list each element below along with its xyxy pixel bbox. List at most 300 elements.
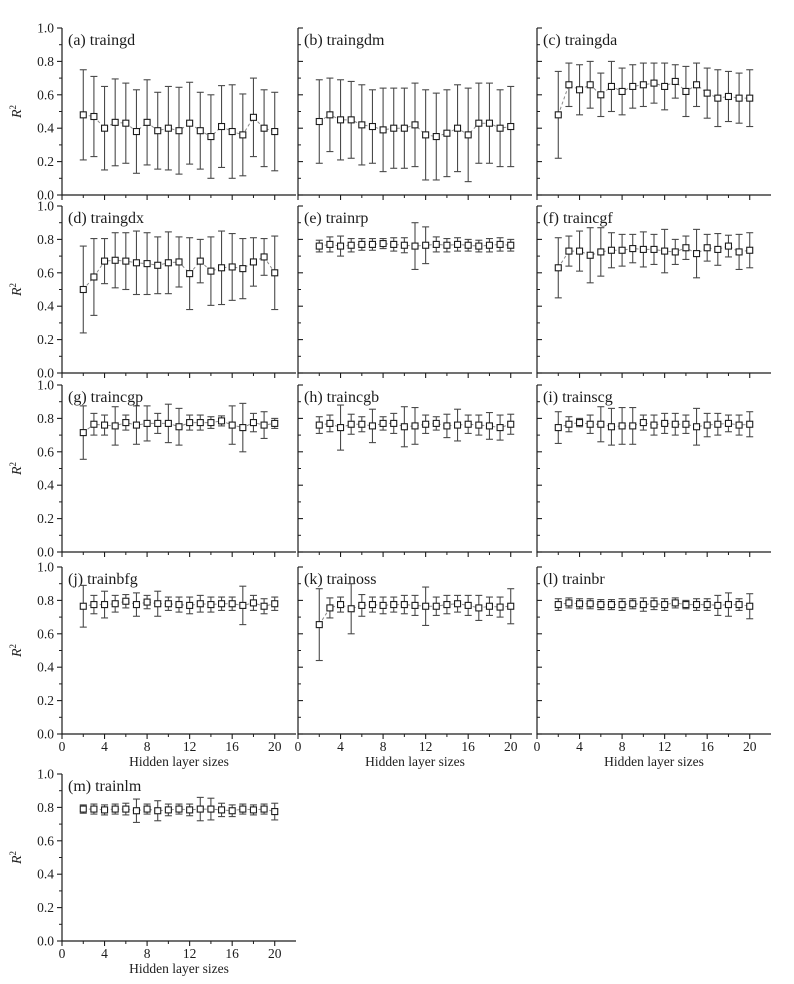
data-point-marker xyxy=(133,602,139,608)
panel-label: (b) traingdm xyxy=(304,32,385,49)
data-point-marker xyxy=(672,600,678,606)
data-point-marker xyxy=(316,243,322,249)
axes-spines xyxy=(298,567,532,734)
y-axis-ticks xyxy=(57,206,62,373)
data-point-marker xyxy=(123,420,129,426)
data-point-marker xyxy=(497,125,503,131)
y-tick-label: 0.8 xyxy=(37,53,54,69)
data-point-marker xyxy=(587,601,593,607)
data-point-marker xyxy=(369,423,375,429)
data-point-marker xyxy=(102,422,108,428)
data-point-marker xyxy=(598,421,604,427)
y-tick-label: 0.4 xyxy=(37,659,54,675)
data-point-marker xyxy=(261,806,267,812)
data-point-marker xyxy=(630,423,636,429)
data-point-marker xyxy=(133,808,139,814)
data-point-marker xyxy=(630,83,636,89)
data-point-marker xyxy=(587,252,593,258)
data-point-marker xyxy=(662,83,668,89)
data-point-marker xyxy=(497,241,503,247)
data-point-marker xyxy=(229,264,235,270)
y-axis-title: $R^2$ xyxy=(8,461,25,476)
data-point-marker xyxy=(133,260,139,266)
y-tick-label: 0.8 xyxy=(37,799,54,815)
y-tick-label: 1.0 xyxy=(37,20,54,36)
data-point-marker xyxy=(694,424,700,430)
subplot-i-trainscg xyxy=(537,385,771,557)
data-point-marker xyxy=(229,422,235,428)
subplot-c-traingda xyxy=(537,28,771,200)
data-point-marker xyxy=(619,423,625,429)
y-tick-label: 0.6 xyxy=(37,444,54,460)
data-point-marker xyxy=(455,125,461,131)
y-tick-label: 0.6 xyxy=(37,265,54,281)
data-point-marker xyxy=(229,808,235,814)
x-tick-label: 8 xyxy=(379,739,387,754)
data-point-marker xyxy=(144,806,150,812)
data-point-marker xyxy=(327,605,333,611)
data-point-marker xyxy=(91,421,97,427)
data-point-marker xyxy=(630,246,636,252)
subplot-l-trainbr xyxy=(534,567,771,769)
x-tick-label: 12 xyxy=(182,946,197,961)
data-point-marker xyxy=(91,602,97,608)
subplot-k-trainoss xyxy=(295,567,532,769)
data-point-marker xyxy=(219,601,225,607)
panel-label: (c) traingda xyxy=(543,32,618,49)
y-axis-ticks xyxy=(57,28,62,195)
axes-spines xyxy=(537,206,771,373)
data-point-marker xyxy=(486,423,492,429)
y-tick-label: 0.8 xyxy=(37,231,54,247)
data-point-marker xyxy=(155,601,161,607)
data-point-marker xyxy=(187,807,193,813)
data-point-marker xyxy=(197,128,203,134)
axes-spines xyxy=(537,567,771,734)
data-point-marker xyxy=(208,806,214,812)
data-point-marker xyxy=(250,259,256,265)
x-tick-label: 16 xyxy=(700,739,714,754)
data-point-marker xyxy=(651,422,657,428)
panel-label: (e) trainrp xyxy=(304,210,369,227)
data-point-marker xyxy=(433,241,439,247)
data-point-marker xyxy=(444,423,450,429)
axes-spines xyxy=(537,28,771,195)
data-point-marker xyxy=(176,259,182,265)
x-tick-label: 8 xyxy=(143,739,151,754)
data-point-marker xyxy=(608,424,614,430)
x-axis-ticks xyxy=(537,552,750,557)
panel-label: (l) trainbr xyxy=(543,571,605,588)
x-tick-label: 16 xyxy=(225,946,239,961)
data-point-marker xyxy=(80,806,86,812)
x-tick-label: 4 xyxy=(576,739,583,754)
data-point-marker xyxy=(455,241,461,247)
data-point-marker xyxy=(747,247,753,253)
y-tick-label: 1.0 xyxy=(37,766,54,782)
data-point-marker xyxy=(555,602,561,608)
data-point-marker xyxy=(486,120,492,126)
data-point-marker xyxy=(736,422,742,428)
data-point-marker xyxy=(736,95,742,101)
data-point-marker xyxy=(640,246,646,252)
data-point-marker xyxy=(176,602,182,608)
y-tick-label: 0.6 xyxy=(37,87,54,103)
data-point-marker xyxy=(112,119,118,125)
error-bars xyxy=(555,228,753,298)
data-point-marker xyxy=(391,241,397,247)
data-point-marker xyxy=(433,134,439,140)
x-tick-label: 0 xyxy=(533,739,541,754)
data-point-marker xyxy=(80,430,86,436)
x-axis-ticks xyxy=(298,552,511,557)
y-axis-ticks xyxy=(298,567,303,734)
data-point-marker xyxy=(123,120,129,126)
data-point-marker xyxy=(272,420,278,426)
data-point-marker xyxy=(176,128,182,134)
data-point-marker xyxy=(250,114,256,120)
data-point-marker xyxy=(338,117,344,123)
data-point-marker xyxy=(508,124,514,130)
data-point-marker xyxy=(476,120,482,126)
data-point-marker xyxy=(630,601,636,607)
data-point-marker xyxy=(608,247,614,253)
panel-label: (h) traincgb xyxy=(304,389,380,406)
y-tick-label: 0.6 xyxy=(37,626,54,642)
data-point-marker xyxy=(508,421,514,427)
data-point-marker xyxy=(640,602,646,608)
data-point-marker xyxy=(508,242,514,248)
data-point-marker xyxy=(165,420,171,426)
data-point-marker xyxy=(423,242,429,248)
data-point-marker xyxy=(348,606,354,612)
data-point-marker xyxy=(165,601,171,607)
data-point-marker xyxy=(476,243,482,249)
data-point-marker xyxy=(316,119,322,125)
data-point-marker xyxy=(619,88,625,94)
data-point-marker xyxy=(444,130,450,136)
data-point-marker xyxy=(155,262,161,268)
data-point-marker xyxy=(144,261,150,267)
data-point-marker xyxy=(316,422,322,428)
x-axis-ticks xyxy=(537,373,750,378)
data-point-marker xyxy=(476,422,482,428)
subplot-f-traincgf xyxy=(537,206,771,378)
data-point-marker xyxy=(401,242,407,248)
y-axis-title: $R^2$ xyxy=(8,643,25,658)
subplot-d-traingdx xyxy=(8,199,296,381)
data-point-marker xyxy=(187,420,193,426)
data-point-marker xyxy=(662,602,668,608)
data-point-marker xyxy=(91,806,97,812)
data-point-marker xyxy=(123,598,129,604)
y-axis-ticks xyxy=(57,774,62,941)
data-point-marker xyxy=(197,806,203,812)
data-point-marker xyxy=(672,78,678,84)
y-axis-ticks xyxy=(57,385,62,552)
subplot-e-trainrp xyxy=(298,206,532,378)
data-point-marker xyxy=(715,602,721,608)
data-point-marker xyxy=(598,602,604,608)
data-point-marker xyxy=(155,128,161,134)
data-point-marker xyxy=(476,605,482,611)
y-tick-label: 0.0 xyxy=(37,544,54,560)
data-point-marker xyxy=(433,420,439,426)
data-point-marker xyxy=(369,124,375,130)
data-point-marker xyxy=(747,603,753,609)
y-axis-title: $R^2$ xyxy=(8,850,25,865)
data-point-marker xyxy=(380,602,386,608)
data-point-marker xyxy=(144,119,150,125)
data-point-marker xyxy=(80,603,86,609)
x-tick-label: 0 xyxy=(58,739,66,754)
data-point-marker xyxy=(683,421,689,427)
data-point-marker xyxy=(497,604,503,610)
data-point-marker xyxy=(577,248,583,254)
data-point-marker xyxy=(608,602,614,608)
data-point-marker xyxy=(112,806,118,812)
data-point-marker xyxy=(208,602,214,608)
panel-label: (j) trainbfg xyxy=(68,571,138,588)
axes-spines xyxy=(537,385,771,552)
y-tick-label: 0.8 xyxy=(37,410,54,426)
data-point-marker xyxy=(725,243,731,249)
data-point-marker xyxy=(229,129,235,135)
data-point-marker xyxy=(155,420,161,426)
data-point-marker xyxy=(102,602,108,608)
y-axis-ticks xyxy=(537,385,542,552)
data-point-marker xyxy=(380,241,386,247)
y-axis-ticks xyxy=(298,385,303,552)
data-point-marker xyxy=(651,601,657,607)
data-point-marker xyxy=(715,421,721,427)
y-axis-ticks xyxy=(537,28,542,195)
data-point-marker xyxy=(455,422,461,428)
y-tick-label: 1.0 xyxy=(37,559,54,575)
data-point-marker xyxy=(229,601,235,607)
data-point-marker xyxy=(102,125,108,131)
data-point-marker xyxy=(704,422,710,428)
data-point-marker xyxy=(112,601,118,607)
data-point-marker xyxy=(747,421,753,427)
data-point-marker xyxy=(219,265,225,271)
x-axis-title: Hidden layer sizes xyxy=(129,961,229,976)
data-point-marker xyxy=(736,602,742,608)
data-point-marker xyxy=(401,424,407,430)
data-point-marker xyxy=(348,242,354,248)
data-point-marker xyxy=(486,603,492,609)
data-point-marker xyxy=(261,603,267,609)
data-point-marker xyxy=(197,420,203,426)
data-point-marker xyxy=(715,95,721,101)
data-point-marker xyxy=(112,257,118,263)
y-tick-label: 0.0 xyxy=(37,726,54,742)
y-tick-label: 1.0 xyxy=(37,198,54,214)
x-axis-ticks xyxy=(537,195,750,200)
data-point-marker xyxy=(455,601,461,607)
data-point-marker xyxy=(380,127,386,133)
data-point-marker xyxy=(391,420,397,426)
data-point-marker xyxy=(369,602,375,608)
data-point-marker xyxy=(359,602,365,608)
data-point-marker xyxy=(619,602,625,608)
y-axis-ticks xyxy=(537,567,542,734)
data-point-marker xyxy=(250,420,256,426)
panel-label: (a) traingd xyxy=(68,32,136,49)
data-point-marker xyxy=(566,248,572,254)
data-point-marker xyxy=(587,82,593,88)
data-point-marker xyxy=(133,129,139,135)
data-point-marker xyxy=(369,241,375,247)
data-point-marker xyxy=(240,266,246,272)
x-tick-label: 4 xyxy=(101,739,108,754)
data-point-marker xyxy=(187,602,193,608)
data-point-marker xyxy=(155,808,161,814)
data-point-marker xyxy=(187,120,193,126)
data-point-marker xyxy=(208,268,214,274)
x-axis-ticks xyxy=(298,195,511,200)
data-point-marker xyxy=(704,245,710,251)
data-point-marker xyxy=(338,243,344,249)
data-point-marker xyxy=(412,423,418,429)
x-tick-label: 20 xyxy=(267,946,282,961)
data-point-marker xyxy=(715,246,721,252)
data-point-marker xyxy=(725,93,731,99)
data-point-marker xyxy=(144,599,150,605)
data-point-marker xyxy=(208,134,214,140)
data-point-marker xyxy=(187,271,193,277)
subplot-h-traincgb xyxy=(298,385,532,557)
data-point-marker xyxy=(112,423,118,429)
data-point-marker xyxy=(272,809,278,815)
x-axis-ticks xyxy=(298,373,511,378)
data-point-marker xyxy=(165,260,171,266)
data-point-marker xyxy=(327,112,333,118)
subplot-g-traincgp xyxy=(8,378,296,560)
data-point-marker xyxy=(133,422,139,428)
data-point-marker xyxy=(219,418,225,424)
panel-label: (g) traincgp xyxy=(68,389,144,406)
subplot-a-traingd xyxy=(8,21,296,203)
axes-spines xyxy=(62,567,296,734)
subplot-j-trainbfg xyxy=(8,560,296,770)
data-point-marker xyxy=(391,125,397,131)
x-tick-label: 12 xyxy=(182,739,197,754)
data-point-marker xyxy=(465,132,471,138)
data-point-marker xyxy=(102,258,108,264)
y-tick-label: 0.4 xyxy=(37,120,54,136)
data-point-marker xyxy=(423,603,429,609)
x-axis-title: Hidden layer sizes xyxy=(129,754,229,769)
data-point-marker xyxy=(555,112,561,118)
data-point-marker xyxy=(683,245,689,251)
x-axis-ticks xyxy=(62,941,275,946)
data-point-marker xyxy=(391,602,397,608)
y-tick-label: 0.4 xyxy=(37,298,54,314)
data-point-marker xyxy=(208,420,214,426)
x-axis-ticks xyxy=(298,734,511,739)
data-point-marker xyxy=(144,420,150,426)
data-point-marker xyxy=(91,114,97,120)
data-point-marker xyxy=(725,602,731,608)
x-tick-label: 4 xyxy=(337,739,344,754)
data-point-marker xyxy=(197,601,203,607)
y-tick-label: 0.6 xyxy=(37,833,54,849)
data-point-marker xyxy=(566,82,572,88)
data-point-marker xyxy=(176,806,182,812)
data-point-marker xyxy=(725,420,731,426)
y-tick-label: 0.4 xyxy=(37,866,54,882)
axes-spines xyxy=(62,774,296,941)
data-point-marker xyxy=(261,254,267,260)
data-point-marker xyxy=(197,258,203,264)
x-tick-label: 20 xyxy=(267,739,282,754)
data-point-marker xyxy=(240,806,246,812)
data-point-marker xyxy=(412,602,418,608)
data-point-marker xyxy=(176,424,182,430)
data-point-marker xyxy=(80,287,86,293)
error-bars xyxy=(555,61,753,158)
data-point-marker xyxy=(486,242,492,248)
y-tick-label: 0.0 xyxy=(37,933,54,949)
data-point-marker xyxy=(123,258,129,264)
data-point-marker xyxy=(577,420,583,426)
data-point-marker xyxy=(497,425,503,431)
y-tick-label: 0.2 xyxy=(37,693,54,709)
data-point-marker xyxy=(348,421,354,427)
data-point-marker xyxy=(465,421,471,427)
data-point-marker xyxy=(598,92,604,98)
error-bars xyxy=(316,78,514,182)
data-point-marker xyxy=(250,807,256,813)
data-point-marker xyxy=(123,806,129,812)
x-tick-label: 20 xyxy=(503,739,518,754)
data-point-marker xyxy=(640,420,646,426)
x-tick-label: 8 xyxy=(143,946,151,961)
x-tick-label: 4 xyxy=(101,946,108,961)
data-point-marker xyxy=(219,807,225,813)
x-axis-ticks xyxy=(62,734,275,739)
data-point-marker xyxy=(327,241,333,247)
data-point-marker xyxy=(736,249,742,255)
data-point-marker xyxy=(102,807,108,813)
error-bars xyxy=(80,231,278,333)
y-axis-ticks xyxy=(537,206,542,373)
x-axis-ticks xyxy=(62,373,275,378)
data-point-marker xyxy=(444,242,450,248)
y-axis-title: $R^2$ xyxy=(8,282,25,297)
x-axis-title: Hidden layer sizes xyxy=(604,754,704,769)
y-tick-label: 0.0 xyxy=(37,187,54,203)
data-point-marker xyxy=(272,129,278,135)
data-point-marker xyxy=(566,421,572,427)
y-tick-label: 1.0 xyxy=(37,377,54,393)
panel-label: (m) trainlm xyxy=(68,778,142,795)
data-point-marker xyxy=(348,117,354,123)
data-point-marker xyxy=(683,602,689,608)
data-point-marker xyxy=(465,242,471,248)
data-point-marker xyxy=(338,602,344,608)
data-point-marker xyxy=(401,602,407,608)
data-point-marker xyxy=(250,600,256,606)
y-axis-title: $R^2$ xyxy=(8,104,25,119)
data-point-marker xyxy=(423,421,429,427)
data-point-marker xyxy=(704,602,710,608)
y-axis-ticks xyxy=(57,567,62,734)
data-point-marker xyxy=(577,87,583,93)
y-tick-label: 0.2 xyxy=(37,332,54,348)
x-axis-ticks xyxy=(537,734,750,739)
